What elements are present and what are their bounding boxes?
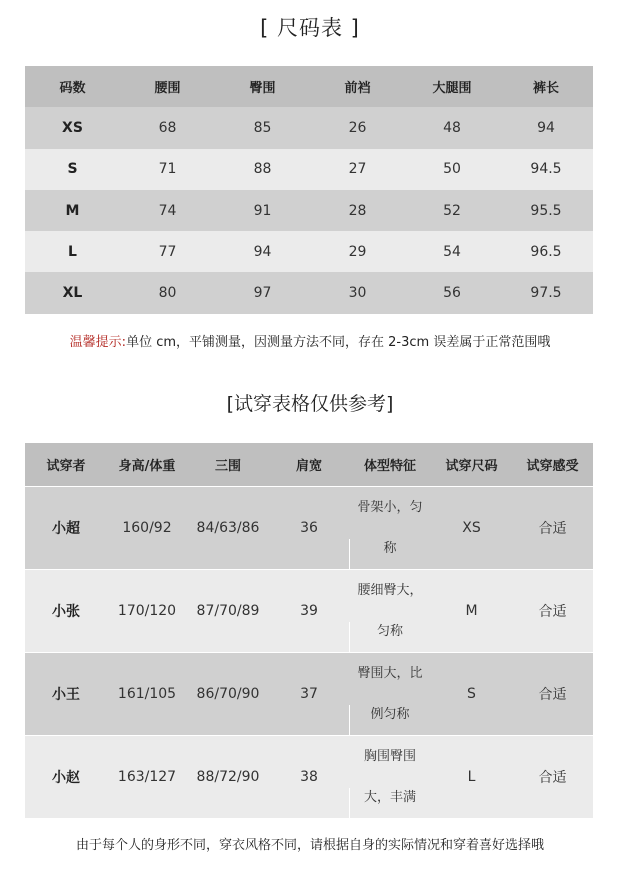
table-cell: 29 [348,243,367,260]
note-text: 单位 cm，平铺测量，因测量方法不同，存在 2-3cm 误差属于正常范围哦 [126,335,551,350]
tester-name: 小超 [25,487,107,570]
table-cell: 91 [253,202,272,219]
height-weight: 163/127 [107,736,187,819]
table-cell: 97 [253,285,272,302]
note-prefix: 温馨提示: [69,335,127,350]
table-cell: 88 [253,161,272,178]
header-cell: 身高/体重 [107,443,187,487]
shoulder-width: 37 [269,653,349,736]
table-cell: 54 [443,243,461,260]
table-row [25,487,593,570]
table-cell: 94.5 [530,161,562,178]
table-row [25,653,593,736]
feature-line: 骨架小，匀 [357,500,423,515]
try-on-header-row [25,443,593,487]
header-cell: 试穿感受 [512,443,593,487]
header-cell: 试穿者 [25,443,107,487]
height-weight: 161/105 [107,653,187,736]
table-cell: 74 [158,202,177,219]
feature-line: 胸围臀围 [363,749,416,764]
table-row [25,272,593,313]
table-row [25,570,593,653]
body-feature [349,736,431,819]
tester-name: 小张 [25,570,107,653]
size-label: XL [62,285,83,302]
feature-line: 称 [383,541,397,556]
shoulder-width: 38 [269,736,349,819]
divider [349,539,350,569]
table-row [25,107,593,148]
divider [349,788,350,818]
table-cell: 26 [348,119,367,136]
header-cell: 体型特征 [349,443,431,487]
shoulder-width: 36 [269,487,349,570]
body-feature [349,570,431,653]
header-cell: 肩宽 [269,443,349,487]
divider [349,622,350,652]
table-cell: 50 [443,161,461,178]
measurements: 88/72/90 [187,736,269,819]
table-cell: 95.5 [530,202,562,219]
size-chart-table [25,66,593,314]
feature-line: 臀围大，比 [357,666,423,681]
tester-name: 小王 [25,653,107,736]
header-cell: 臀围 [249,81,276,97]
divider [349,705,350,735]
shoulder-width: 39 [269,570,349,653]
feature-line: 例匀称 [370,707,410,722]
table-cell: 30 [348,285,367,302]
feature-line: 腰细臀大， [357,583,423,598]
try-on-title: [试穿表格仅供参考] [226,393,394,415]
table-row [25,149,593,190]
fit-feeling: 合适 [512,487,593,570]
measurement-note [0,331,620,350]
size-label: S [67,161,78,178]
size-label: XS [62,119,83,136]
tried-size: M [431,570,512,653]
table-cell: 77 [158,243,177,260]
feature-line: 大，丰满 [363,790,416,805]
body-feature [349,487,431,570]
tried-size: S [431,653,512,736]
table-cell: 71 [158,161,177,178]
size-label: L [68,243,77,260]
measurements: 87/70/89 [187,570,269,653]
measurements: 86/70/90 [187,653,269,736]
table-row [25,736,593,819]
tried-size: L [431,736,512,819]
fit-feeling: 合适 [512,653,593,736]
size-chart-title: [ 尺码表 ] [260,16,360,40]
header-cell: 三围 [187,443,269,487]
table-cell: 96.5 [530,243,562,260]
header-cell: 前裆 [344,81,371,97]
feature-line: 匀称 [376,624,403,639]
footer-note: 由于每个人的身形不同，穿衣风格不同，请根据自身的实际情况和穿着喜好选择哦 [75,838,544,853]
measurements: 84/63/86 [187,487,269,570]
height-weight: 170/120 [107,570,187,653]
height-weight: 160/92 [107,487,187,570]
size-label: M [65,202,80,219]
size-chart-header-row [25,66,593,107]
table-cell: 94 [537,119,555,136]
table-cell: 56 [443,285,461,302]
table-cell: 28 [348,202,367,219]
header-cell: 腰围 [154,81,181,97]
tried-size: XS [431,487,512,570]
table-row [25,231,593,272]
table-cell: 97.5 [530,285,562,302]
header-cell: 码数 [59,81,86,97]
tester-name: 小赵 [25,736,107,819]
table-cell: 27 [348,161,367,178]
body-feature [349,653,431,736]
fit-feeling: 合适 [512,736,593,819]
fit-feeling: 合适 [512,570,593,653]
header-cell: 大腿围 [432,81,472,97]
table-cell: 85 [253,119,272,136]
header-cell: 裤长 [532,81,559,97]
header-cell: 试穿尺码 [431,443,512,487]
try-on-table [25,443,593,819]
table-cell: 94 [253,243,272,260]
table-cell: 52 [443,202,461,219]
table-row [25,190,593,231]
table-cell: 48 [443,119,461,136]
table-cell: 80 [158,285,177,302]
table-cell: 68 [158,119,177,136]
